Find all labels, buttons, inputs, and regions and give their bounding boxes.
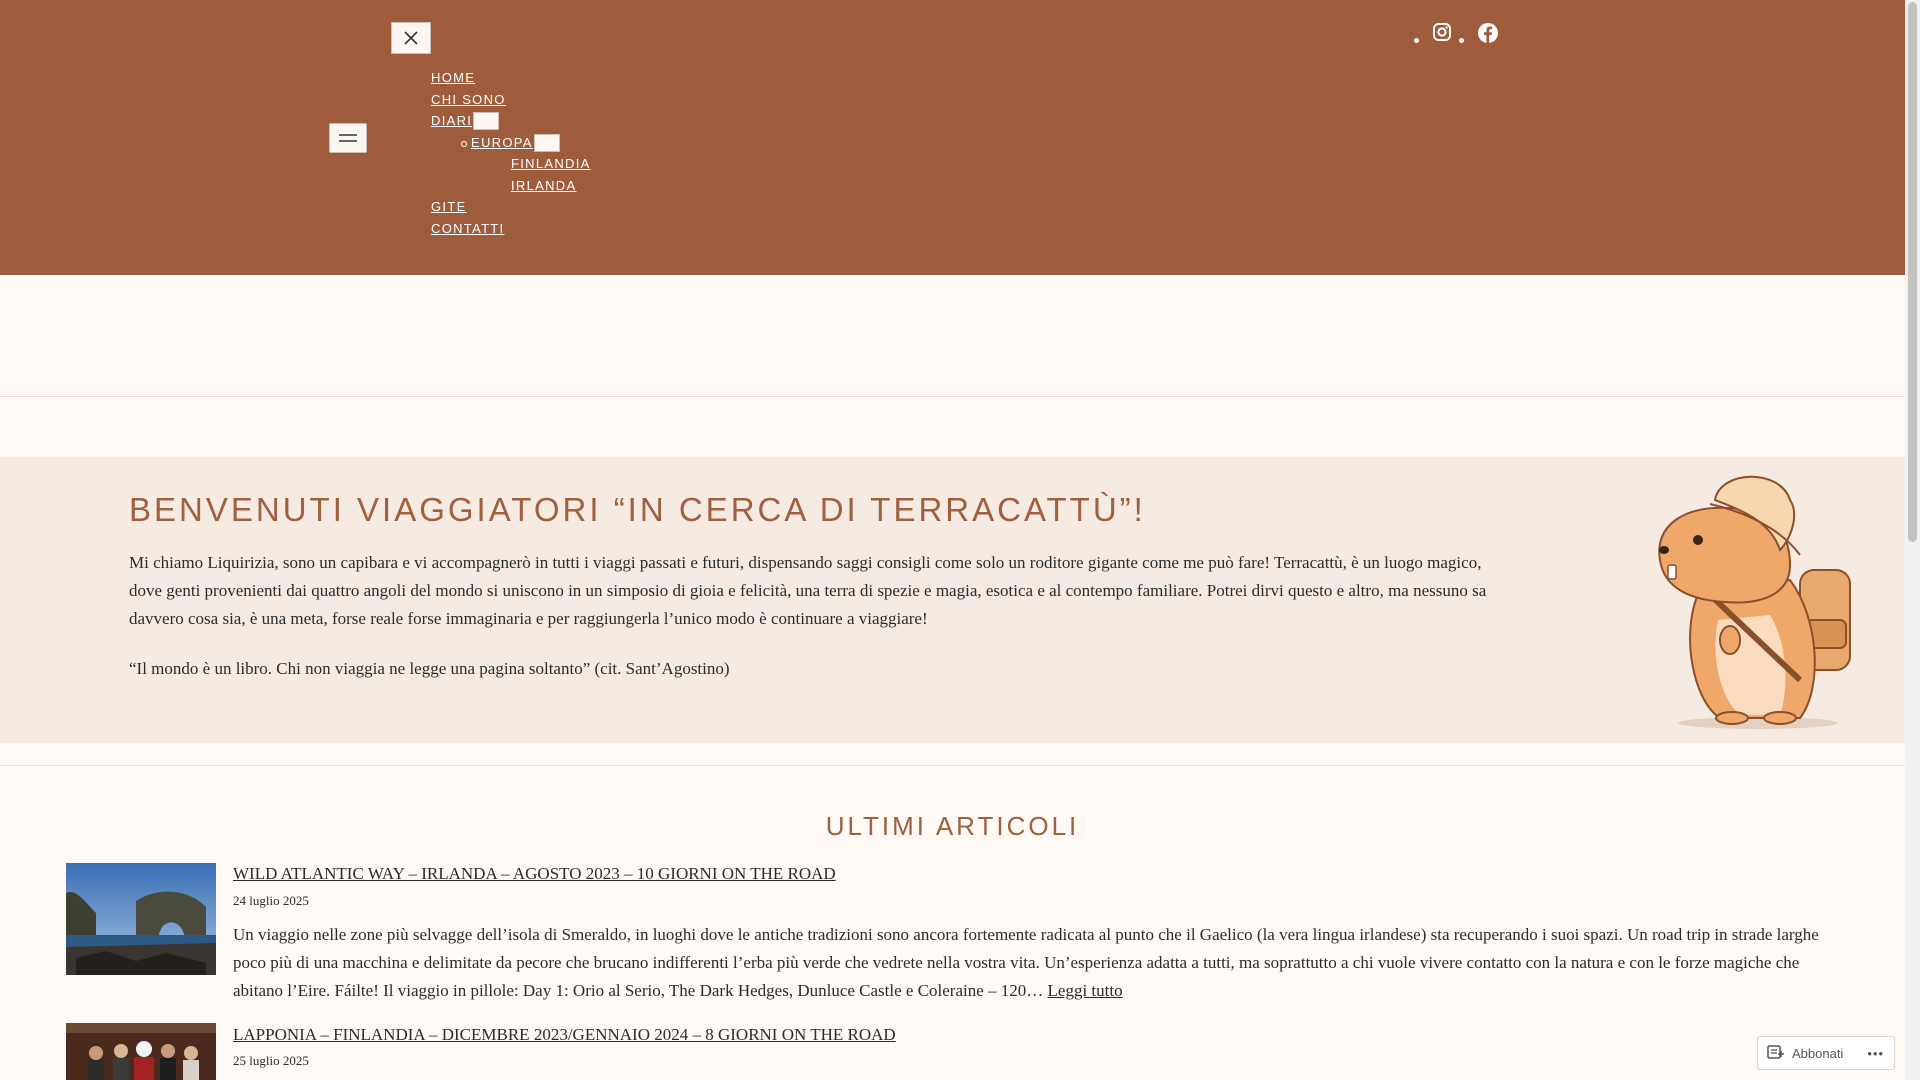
menu-item-diari[interactable]: DIARI xyxy=(431,113,473,128)
post-date: 24 luglio 2025 xyxy=(233,893,309,908)
menu-item-contatti[interactable]: CONTATTI xyxy=(431,221,505,236)
post-excerpt xyxy=(233,921,1828,1005)
instagram-icon xyxy=(1432,22,1452,42)
post-title-link[interactable]: WILD ATLANTIC WAY – IRLANDA – AGOSTO 2023 – 10 GIORNI ON THE ROAD xyxy=(233,864,836,883)
menu-item-chi-sono[interactable]: CHI SONO xyxy=(431,92,506,107)
post-date: 25 luglio 2025 xyxy=(233,1053,309,1068)
scrollbar-thumb[interactable] xyxy=(1908,2,1917,542)
hamburger-icon xyxy=(339,133,357,143)
read-more-link[interactable]: Leggi tutto xyxy=(1047,981,1123,1000)
hero-paragraph: Mi chiamo Liquirizia, sono un capibara e vi accompagnerò in tutti i viaggi passati e futuri, dispensando saggi consigli come solo un roditore gigante come me può fare! Terracattù, è un luogo magico, dove genti provenienti dai quattro angoli del mondo si uniscono in un simposio di gioia e felicità, una terra di spezie e magia, esotica e al contempo familiare. Potrei dirvi questo e altro, ma nessuno sa davvero cosa sia, è una meta, forse reale forse immaginaria e per raggiungerla l’unico modo è continuare a viaggiare! xyxy=(129,553,1487,628)
europa-submenu-toggle[interactable] xyxy=(534,134,560,152)
hero-title: BENVENUTI VIAGGIATORI “IN CERCA DI TERRACATTÙ”! xyxy=(129,491,1146,528)
submenu-bullet xyxy=(461,141,467,147)
hero-quote: “Il mondo è un libro. Chi non viaggia ne legge una pagina soltanto” (cit. Sant’Agostino) xyxy=(129,659,730,678)
close-icon xyxy=(403,30,419,46)
header-bar xyxy=(0,0,1905,275)
facebook-icon xyxy=(1477,22,1499,44)
section-divider xyxy=(0,765,1905,766)
post-title-link[interactable]: LAPPONIA – FINLANDIA – DICEMBRE 2023/GENNAIO 2024 – 8 GIORNI ON THE ROAD xyxy=(233,1025,896,1044)
menu-item-irlanda[interactable]: IRLANDA xyxy=(511,178,577,193)
header-spacer xyxy=(0,275,1905,397)
instagram-link[interactable] xyxy=(1432,22,1452,42)
social-bullet xyxy=(1459,38,1464,43)
menu-item-finlandia[interactable]: FINLANDIA xyxy=(511,156,591,171)
menu-item-gite[interactable]: GITE xyxy=(431,199,467,214)
menu-toggle-button[interactable] xyxy=(329,123,367,153)
reader-icon xyxy=(1767,1045,1785,1061)
post-thumbnail[interactable] xyxy=(66,863,216,975)
social-bullet xyxy=(1414,38,1419,43)
menu-item-europa[interactable]: EUROPA xyxy=(471,135,533,150)
follow-label: Abbonati xyxy=(1792,1045,1844,1061)
post-excerpt-text: Un viaggio nelle zone più selvagge dell’isola di Smeraldo, in luoghi dove le antiche tradizioni sono ancora fortemente radicata al punto che il Gaelico (la vera lingua irlandese) sta recuperando i suoi spazi. Un road trip in strade larghe poco più di una macchina e delimitate da pecore che brucano indifferenti l’erba più verde che vedrete nella vostra vita. Un’esperienza adatta a tutti, ma soprattutto a chi vuole vivere contatto con la natura e con le forze magiche che abitano l’Eire. Fáilte! Il viaggio in pillole: Day 1: Orio al Serio, The Dark Hedges, Dunluce Castle e Coleraine – 120… xyxy=(233,925,1819,1000)
section-title: ULTIMI ARTICOLI xyxy=(825,811,1080,841)
facebook-link[interactable] xyxy=(1477,22,1499,44)
menu-item-home[interactable]: HOME xyxy=(431,70,476,85)
sea-arch-image xyxy=(66,863,216,975)
santa-village-image xyxy=(66,1023,216,1080)
post-thumbnail[interactable] xyxy=(66,1023,216,1080)
follow-button[interactable] xyxy=(1757,1036,1895,1070)
menu-close-button[interactable] xyxy=(391,22,431,54)
diari-submenu-toggle[interactable] xyxy=(473,112,499,130)
capybara-mascot-image xyxy=(1640,470,1870,735)
more-options-icon[interactable]: ••• xyxy=(1867,1045,1884,1061)
